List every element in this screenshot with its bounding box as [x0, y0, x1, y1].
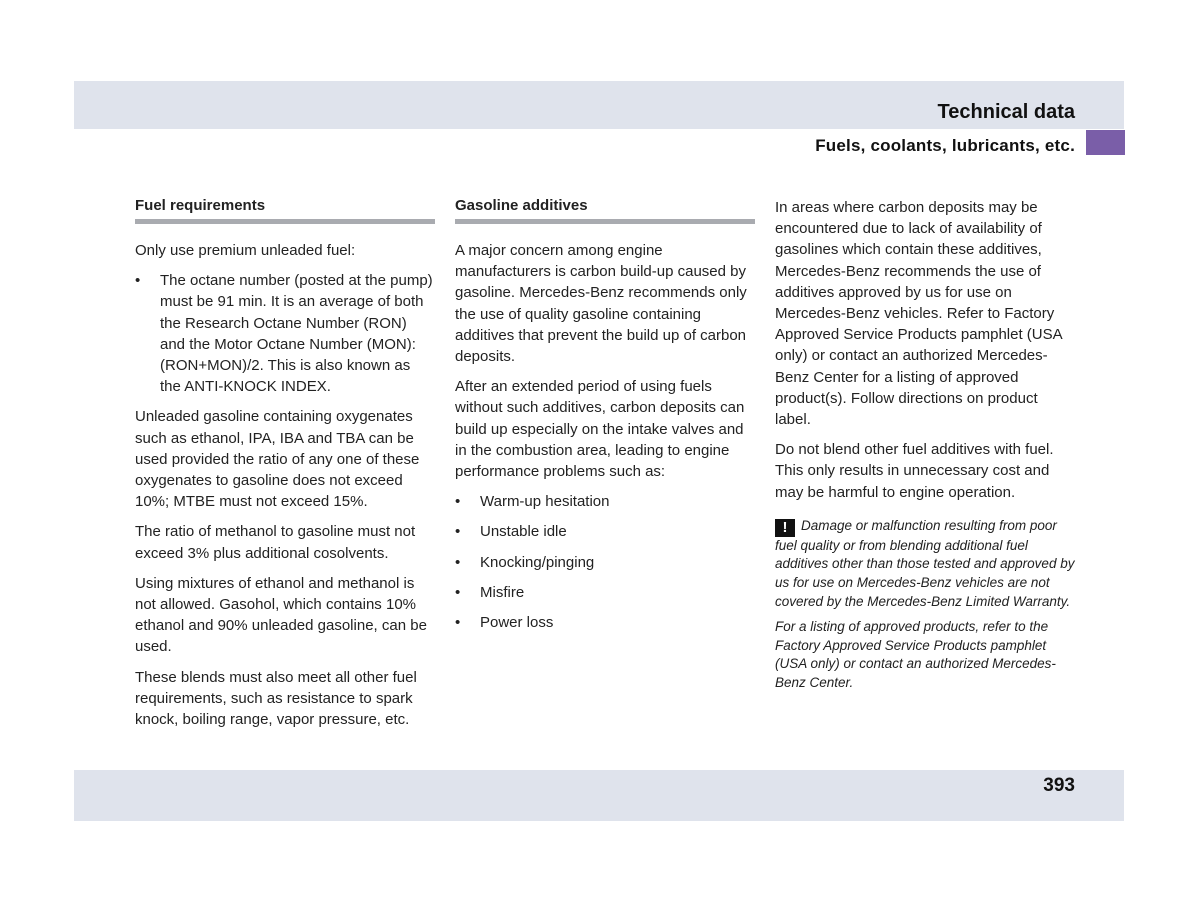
page-number: 393	[1043, 775, 1075, 796]
bullet-icon: •	[135, 272, 141, 290]
section-title: Fuels, coolants, lubricants, etc.	[815, 136, 1075, 155]
chapter-title: Technical data	[937, 101, 1075, 123]
list-item	[455, 521, 755, 542]
list-item-text: Knocking/pinging	[480, 553, 595, 571]
paragraph: Using mixtures of ethanol and methanol is not allowed. Gasohol, which contains 10% ethanol and 90% unleaded gasoline, can be used.	[135, 574, 427, 656]
list-item-text: Unstable idle	[480, 523, 567, 541]
paragraph: Only use premium unleaded fuel:	[135, 242, 356, 259]
warning-icon: !	[775, 519, 795, 537]
list-item-text: Misfire	[480, 583, 525, 601]
paragraph: Unleaded gasoline containing oxygenates such as ethanol, IPA, IBA and TBA can be used provided the ratio of any one of these oxygenates to gasoline does not exceed 10%; MTBE must not exceed 15%.	[135, 408, 420, 511]
section-heading-fuel-requirements: Fuel requirements	[135, 197, 435, 224]
chapter-tab-marker	[1086, 130, 1125, 155]
paragraph: A major concern among engine manufacturers is carbon build-up caused by gasoline. Mercedes-Benz recommends only the use of quality gasoline containing additives that prevent the build up of carbon deposits.	[455, 242, 747, 366]
bullet-list	[135, 270, 435, 397]
footer-band	[74, 770, 1124, 821]
column-additive-recommendations	[775, 197, 1075, 700]
bullet-icon: •	[455, 523, 461, 541]
list-item-text: Warm-up hesitation	[480, 493, 610, 511]
paragraph: After an extended period of using fuels without such additives, carbon deposits can build up especially on the intake valves and in the combustion area, leading to engine performance problems such as:	[455, 378, 745, 481]
paragraph: In areas where carbon deposits may be encountered due to lack of availability of gasolines which contain these additives, Mercedes-Benz recommends the use of additives approved by us for use on Mercedes-Benz vehicles. Refer to Factory Approved Service Products pamphlet (USA only) or contact an authorized Mercedes-Benz Center for a listing of approved product(s). Follow directions on product label.	[775, 199, 1062, 429]
bullet-icon: •	[455, 553, 461, 571]
bullet-list	[455, 491, 755, 633]
paragraph: The ratio of methanol to gasoline must not exceed 3% plus additional cosolvents.	[135, 523, 416, 562]
notice-text: Damage or malfunction resulting from poor fuel quality or from blending additional fuel additives other than those tested and approved by us for use on Mercedes-Benz vehicles are not covered by the Mercedes-Benz Limited Warranty.	[775, 517, 1075, 609]
warranty-notice	[775, 517, 1075, 611]
column-gasoline-additives	[455, 197, 755, 642]
section-heading-gasoline-additives: Gasoline additives	[455, 197, 755, 224]
bullet-icon: •	[455, 583, 461, 601]
column-fuel-requirements	[135, 197, 435, 739]
list-item-text: Power loss	[480, 614, 554, 632]
list-item	[455, 612, 755, 633]
list-item-text: The octane number (posted at the pump) must be 91 min. It is an average of both the Research Octane Number (RON) and the Motor Octane Number (MON): (RON+MON)/2. This is also known as the ANTI-KNOCK INDEX.	[160, 272, 433, 396]
bullet-icon: •	[455, 493, 461, 511]
list-item	[455, 582, 755, 603]
paragraph: Do not blend other fuel additives with fuel. This only results in unnecessary cost and may be harmful to engine operation.	[775, 441, 1054, 501]
paragraph: These blends must also meet all other fuel requirements, such as resistance to spark knock, boiling range, vapor pressure, etc.	[135, 668, 417, 729]
list-item	[455, 491, 755, 512]
list-item	[135, 270, 435, 397]
approved-products-notice: For a listing of approved products, refer to the Factory Approved Service Products pamphlet (USA only) or contact an authorized Mercedes-Benz Center.	[775, 619, 1056, 690]
bullet-icon: •	[455, 614, 461, 632]
list-item	[455, 552, 755, 573]
